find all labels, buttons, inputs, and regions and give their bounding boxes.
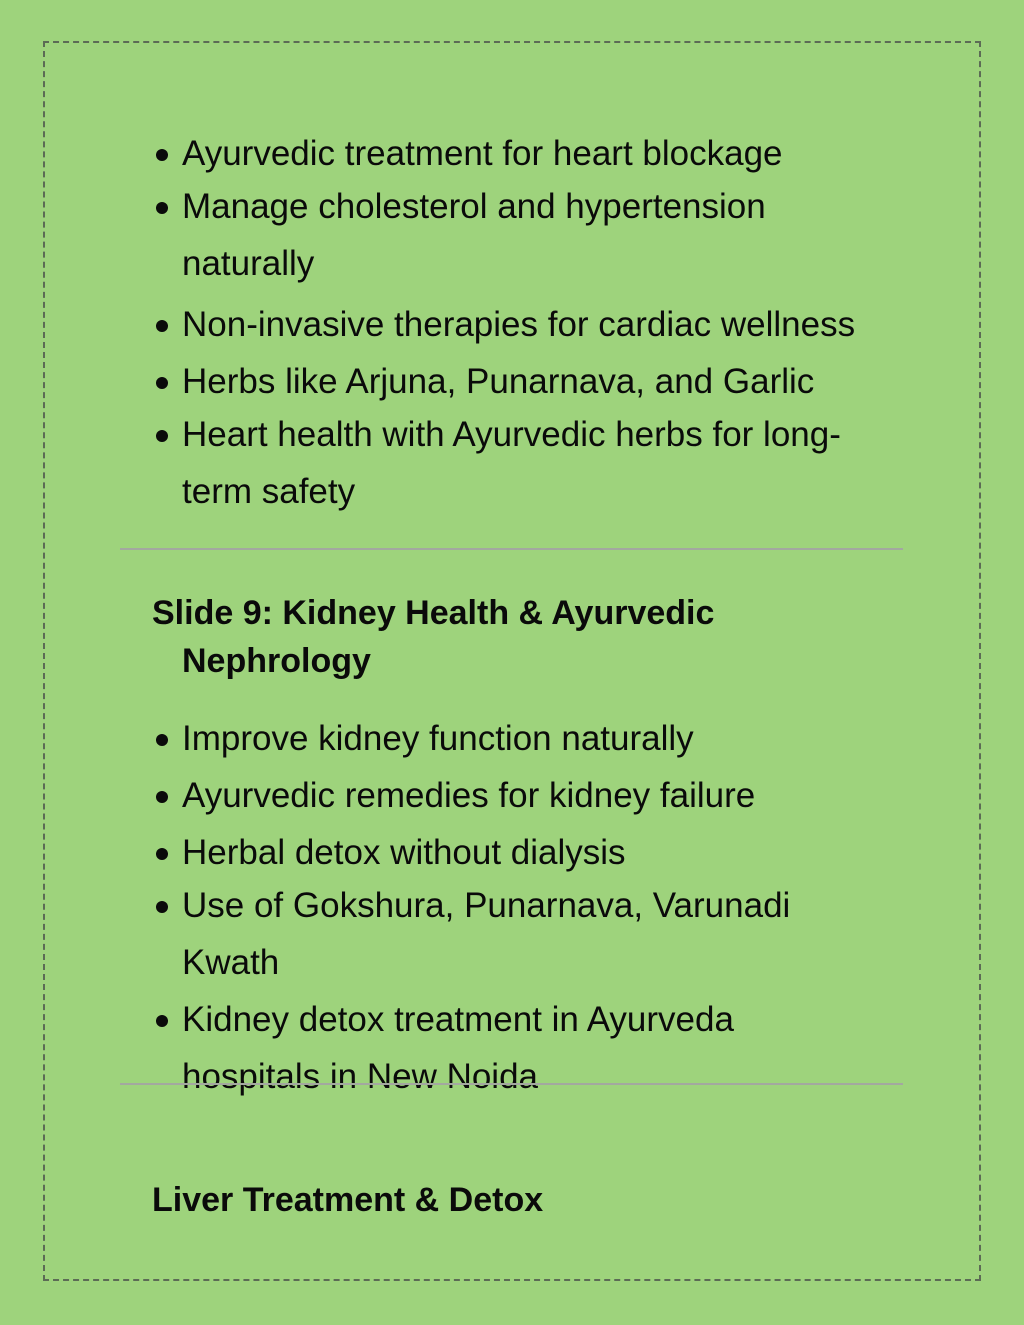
list-item-text-continued: hospitals in New Noida <box>182 1057 539 1096</box>
section-heading: Liver Treatment & Detox <box>152 1181 544 1219</box>
list-item-text-continued: term safety <box>182 472 356 511</box>
section-heading-line2: Nephrology <box>182 642 371 680</box>
divider <box>120 548 903 550</box>
list-item-text: Non-invasive therapies for cardiac wellness <box>182 305 856 344</box>
bullet-icon <box>156 377 168 389</box>
list-item <box>152 406 855 520</box>
section-heading-line1: Slide 9: Kidney Health & Ayurvedic <box>152 594 715 632</box>
bullet-icon <box>156 430 168 442</box>
divider <box>120 1083 903 1085</box>
bullet-icon <box>156 734 168 746</box>
list-item <box>152 353 855 410</box>
list-item-text: Kidney detox treatment in Ayurveda <box>182 1000 734 1039</box>
list-item <box>152 125 855 182</box>
list-item-text: Herbal detox without dialysis <box>182 833 626 872</box>
list-item <box>152 767 790 824</box>
kidney-bullet-list <box>152 710 790 1105</box>
bullet-icon <box>156 149 168 161</box>
list-item-text: Improve kidney function naturally <box>182 719 694 758</box>
list-item <box>152 877 790 991</box>
bullet-icon <box>156 791 168 803</box>
bullet-icon <box>156 901 168 913</box>
bullet-icon <box>156 320 168 332</box>
list-item <box>152 296 855 353</box>
list-item-text: Use of Gokshura, Punarnava, Varunadi <box>182 886 791 925</box>
bullet-icon <box>156 848 168 860</box>
section-heading <box>152 589 792 685</box>
bullet-icon <box>156 202 168 214</box>
list-item-text-continued: Kwath <box>182 943 280 982</box>
list-item-text: Heart health with Ayurvedic herbs for long- <box>182 415 841 454</box>
list-item <box>152 178 855 292</box>
heart-bullet-list <box>152 125 855 520</box>
list-item <box>152 991 790 1105</box>
bullet-icon <box>156 1015 168 1027</box>
list-item-text: Herbs like Arjuna, Punarnava, and Garlic <box>182 362 815 401</box>
list-item-text: Manage cholesterol and hypertension <box>182 187 766 226</box>
list-item-text: Ayurvedic treatment for heart blockage <box>182 134 783 173</box>
list-item-text: Ayurvedic remedies for kidney failure <box>182 776 756 815</box>
list-item <box>152 710 790 767</box>
list-item <box>152 824 790 881</box>
list-item-text-continued: naturally <box>182 244 315 283</box>
